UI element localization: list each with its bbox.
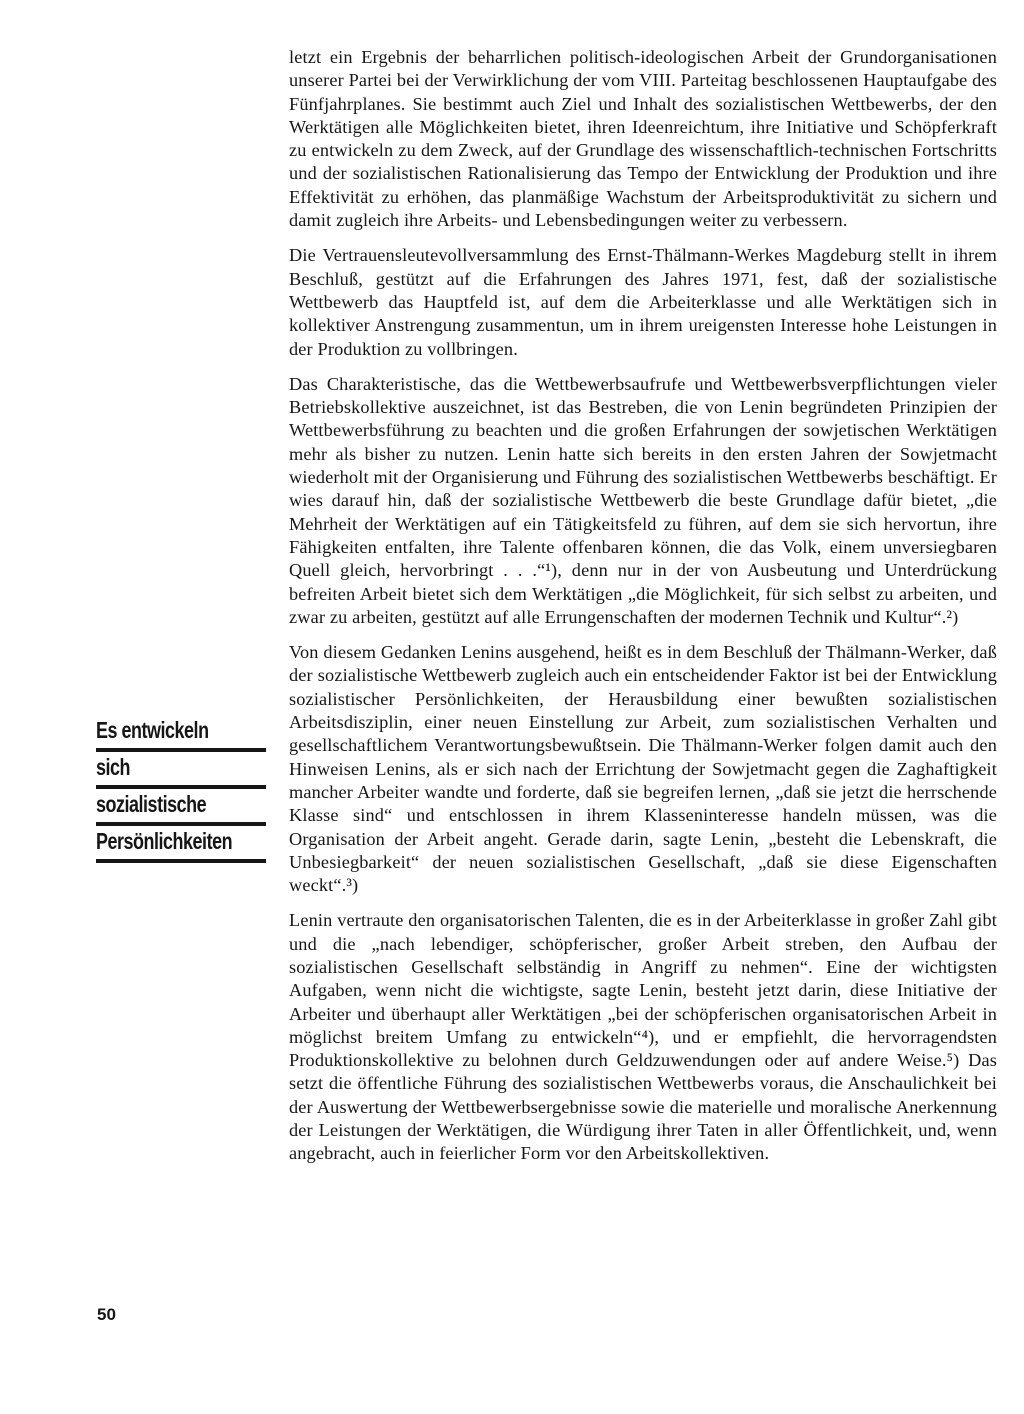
heading-line: Persönlichkeiten bbox=[96, 829, 266, 863]
heading-line: sich bbox=[96, 755, 266, 789]
page-number: 50 bbox=[97, 1305, 116, 1324]
paragraph: Lenin vertraute den organisatorischen Talenten, die es in der Arbeiterklasse in großer Zahl gibt und die „nach lebendiger, schöpferischer, großer Arbeit streben, den Aufbau der sozialistischen Gesellschaft selbständig in Angriff zu nehmen“. Eine der wichtigsten Aufgaben, wenn nicht die wichtigste, sagte Lenin, besteht jetzt darin, diese Initiative der Arbeiter und überhaupt aller Werktätigen „bei der schöpferischen organisatorischen Arbeit in möglichst breitem Umfang zu entwickeln“⁴), und er empfiehlt, die hervorragendsten Produktionskollektive zu belohnen durch Geldzuwendungen oder auf andere Weise.⁵) Das setzt die öffentliche Führung des sozialistischen Wettbewerbs voraus, die Anschaulichkeit bei der Auswertung der Wettbewerbsergebnisse sowie die materielle und moralische Anerkennung der Leistungen der Werktätigen, die Würdigung ihrer Taten in aller Öffentlichkeit, und, wenn angebracht, auch in feierlicher Form vor den Arbeitskollektiven. bbox=[289, 910, 997, 1164]
heading-line: sozialistische bbox=[96, 792, 266, 826]
heading-line: Es entwickeln bbox=[96, 718, 266, 752]
paragraph: Die Vertrauensleutevollversammlung des Ernst-Thälmann-Werkes Magdeburg stellt in ihrem Beschluß, gestützt auf die Erfahrungen des Jahres 1971, fest, daß der sozialistische Wettbewerb das Hauptfeld ist, auf dem die Arbeiterklasse und alle Werktätigen sich in kollektiver Anstrengung zusammentun, um in ihrem ureigensten Interesse hohe Leistungen in der Produktion zu vollbringen. bbox=[289, 245, 997, 359]
section-heading bbox=[96, 718, 266, 866]
body-text bbox=[289, 46, 997, 1178]
paragraph: Das Charakteristische, das die Wettbewerbsaufrufe und Wettbewerbsverpflichtungen vieler Betriebskollektive auszeichnet, ist das Bestreben, die von Lenin begründeten Prinzipien der Wettbewerbsführung zu beachten und die großen Erfahrungen der sowjetischen Werktätigen mehr als bisher zu nutzen. Lenin hatte sich bereits in den ersten Jahren der Sowjetmacht wiederholt mit der Organisierung und Führung des sozialistischen Wettbewerbs beschäftigt. Er wies darauf hin, daß der sozialistische Wettbewerb die beste Grundlage dafür bietet, „die Mehrheit der Werktätigen auf ein Tätigkeitsfeld zu führen, auf dem sie sich hervortun, ihre Fähigkeiten entfalten, ihre Talente offenbaren können, die das Volk, einem unversiegbaren Quell gleich, hervorbringt . . .“¹), denn nur in der von Ausbeutung und Unterdrückung befreiten Arbeit bietet sich dem Werktätigen „die Möglichkeit, für sich selbst zu arbeiten, und zwar zu arbeiten, gestützt auf alle Errungenschaften der modernen Technik und Kultur“.²) bbox=[289, 373, 997, 627]
paragraph: letzt ein Ergebnis der beharrlichen politisch-ideologischen Arbeit der Grundorganisationen unserer Partei bei der Verwirklichung der vom VIII. Parteitag beschlossenen Hauptaufgabe des Fünfjahrplanes. Sie bestimmt auch Ziel und Inhalt des sozialistischen Wettbewerbs, der den Werktätigen alle Möglichkeiten bietet, ihren Ideenreichtum, ihre Initiative und Schöpferkraft zu entwickeln zu dem Zweck, auf der Grundlage des wissenschaftlich-technischen Fortschritts und der sozialistischen Rationalisierung das Tempo der Entwicklung der Produktion und ihre Effektivität zu erhöhen, das planmäßige Wachstum der Arbeitsproduktivität zu sichern und damit zugleich ihre Arbeits- und Lebensbedingungen weiter zu verbessern. bbox=[289, 47, 997, 231]
paragraph: Von diesem Gedanken Lenins ausgehend, heißt es in dem Beschluß der Thälmann-Werker, daß der sozialistische Wettbewerb zugleich auch ein entscheidender Faktor ist bei der Entwicklung sozialistischer Persönlichkeiten, der Herausbildung einer bewußten sozialistischen Arbeitsdisziplin, einer neuen Einstellung zur Arbeit, zum sozialistischen Verhalten und gesellschaftlichem Verantwortungsbewußtsein. Die Thälmann-Werker folgen damit auch den Hinweisen Lenins, als er sich nach der Errichtung der Sowjetmacht gegen die Zaghaftigkeit mancher Arbeiter wandte und forderte, daß sie begreifen lernen, „daß sie jetzt die herrschende Klasse sind“ und entschlossen in ihrem Klasseninteresse handeln müssen, was die Organisation der Arbeit angeht. Gerade darin, sagte Lenin, „besteht die Lebenskraft, die Unbesiegbarkeit“ der neuen sozialistischen Gesellschaft, „daß sie diese Eigenschaften weckt“.³) bbox=[289, 642, 997, 896]
